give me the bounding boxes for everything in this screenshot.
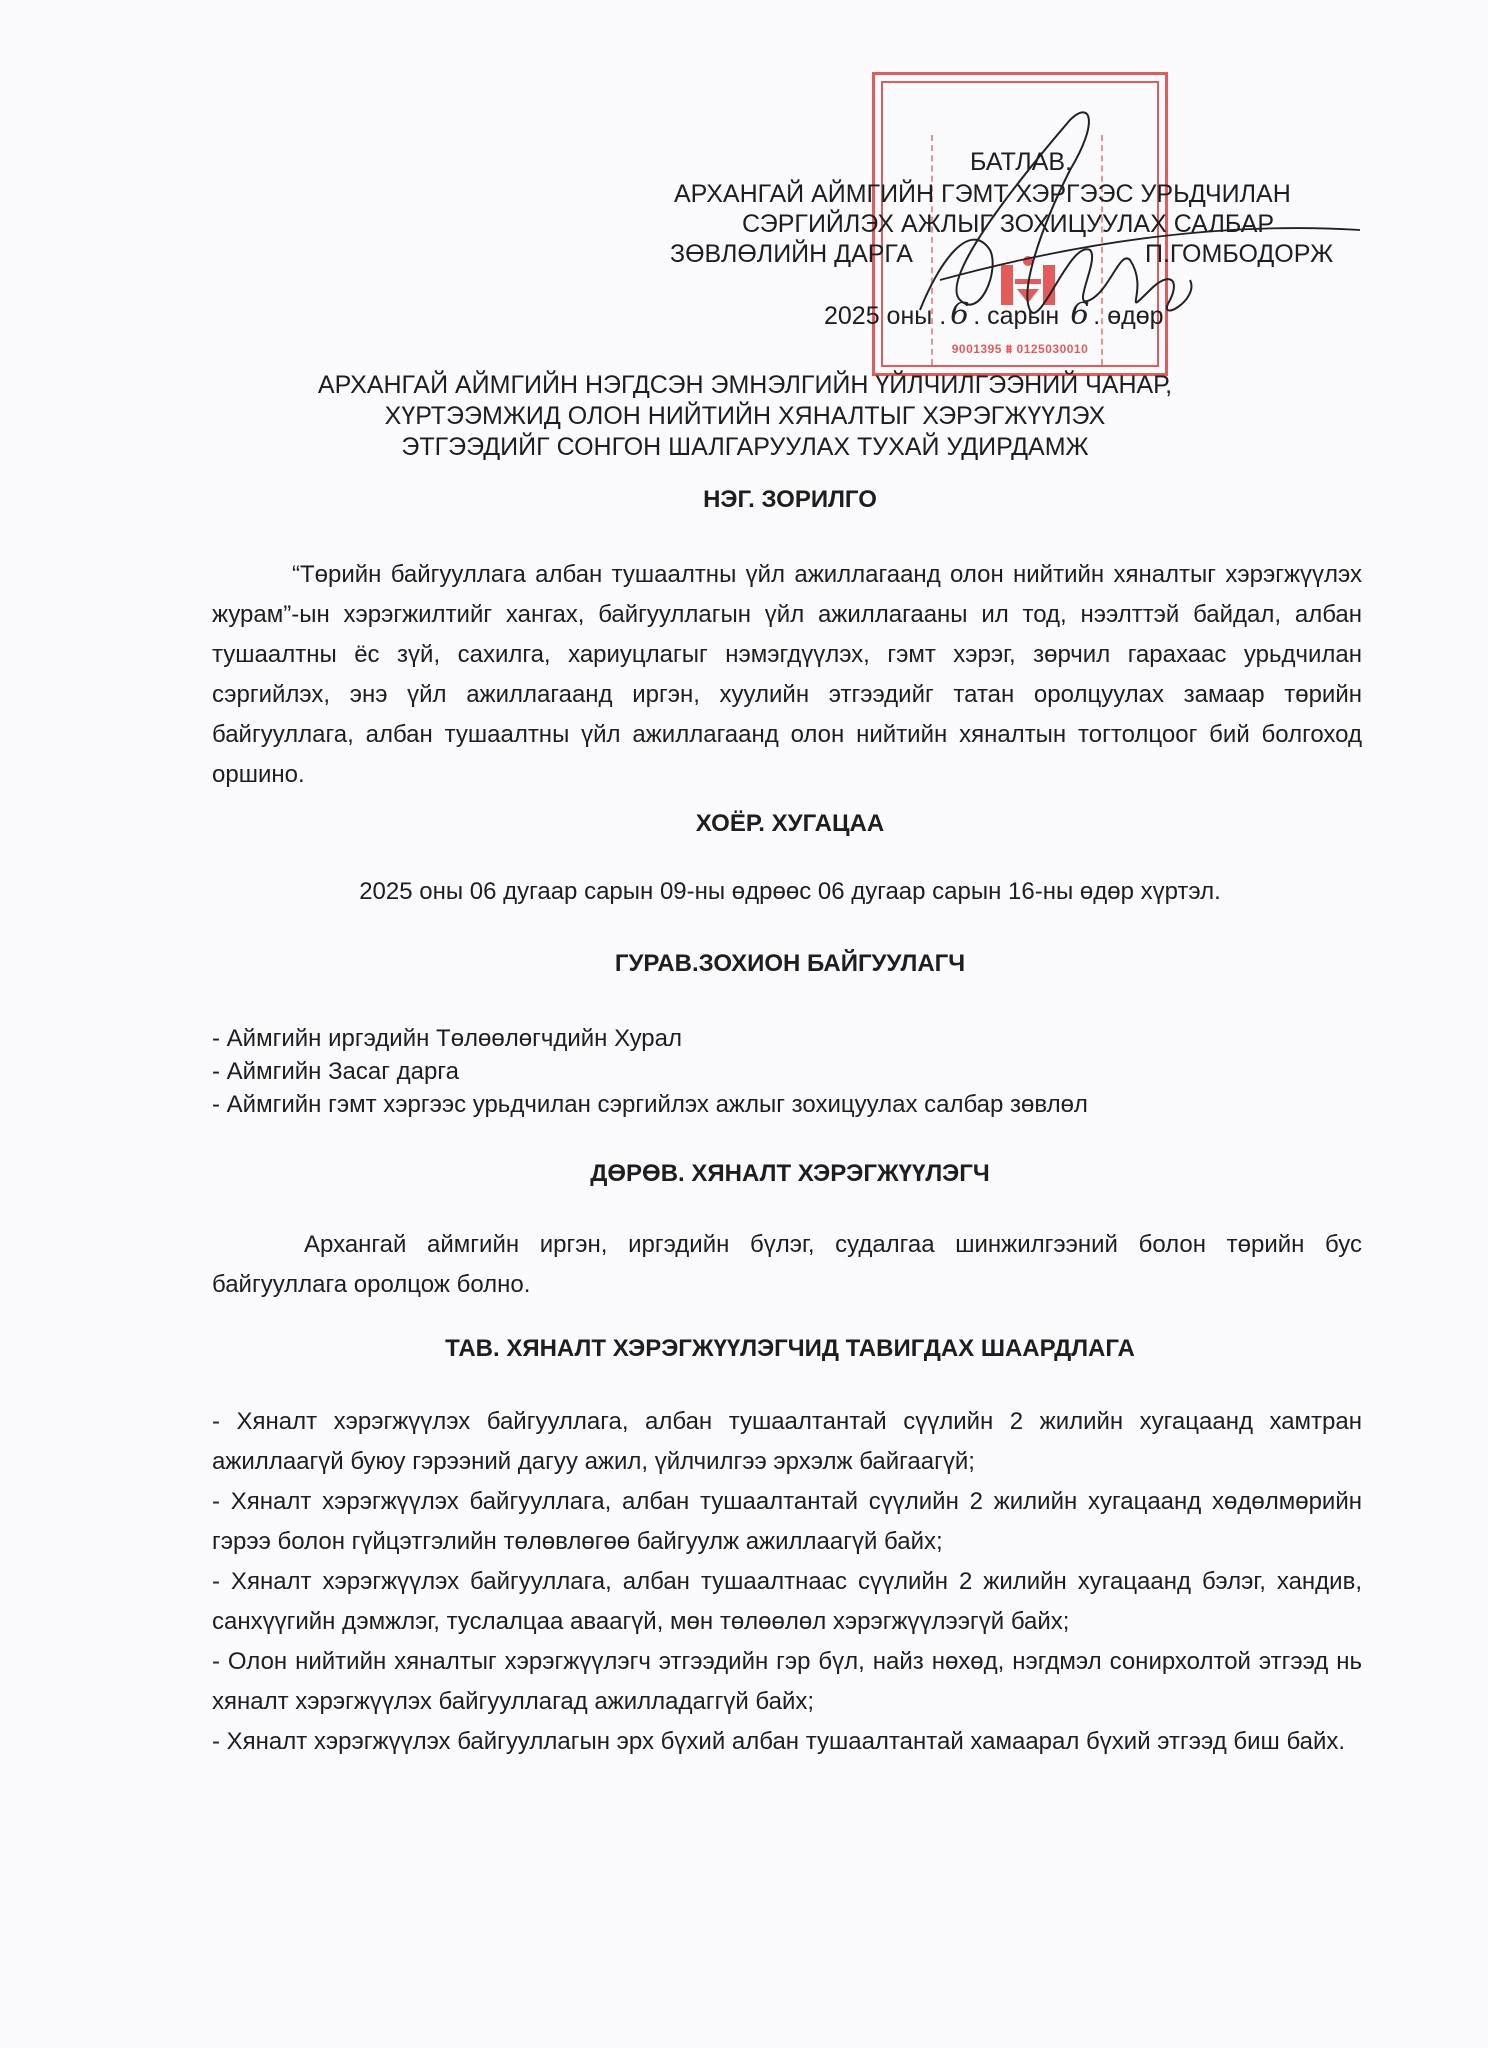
requirement-item: - Хяналт хэрэгжүүлэх байгууллагын эрх бүхий албан тушаалтантай хамаарал бүхий этгээд биш байх. (212, 1728, 1346, 1755)
requirement-item: - Хяналт хэрэгжүүлэх байгууллага, албан тушаалтантай сүүлийн 2 жилийн хугацаанд хөдөлмөрийн гэрээ болон гүйцэтгэлийн төлөвлөгөө байгуулж ажиллаагүй байх; (212, 1488, 1362, 1555)
date-day-label: өдөр (1107, 302, 1164, 330)
section-organizer-heading: ГУРАВ.ЗОХИОН БАЙГУУЛАГЧ (614, 950, 966, 977)
date-month-handwritten: 6 (950, 297, 970, 332)
approval-date: 2025 оны . 6 . сарын 6 . өдөр (824, 297, 1164, 332)
title-line-2: ХҮРТЭЭМЖИД ОЛОН НИЙТИЙН ХЯНАЛТЫГ ХЭРЭГЖҮҮЛЭХ (384, 402, 1106, 430)
requirement-item: - Олон нийтийн хяналтыг хэрэгжүүлэгч этгээдийн гэр бүл, найз нөхөд, нэгдмэл сонирхолтой этгээд нь хяналт хэрэгжүүлэх байгууллагад ажилладаггүй байх; (212, 1648, 1362, 1715)
section-goal-text: “Төрийн байгууллага албан тушаалтны үйл ажиллагаанд олон нийтийн хяналтыг хэрэгжүүлэх журам”-ын хэрэгжилтийг хангах, байгууллагын үйл ажиллагааны ил тод, нээлттэй байдал, албан тушаалтны ёс зүй, сахилга, хариуцлагыг нэмэгдүүлэх, гэмт хэрэг, зөрчил гарахаас урьдчилан сэргийлэх, энэ үйл ажиллагаанд иргэн, хуулийн этгээдийг татан оролцуулах замаар төрийн байгууллага, албан тушаалтны үйл ажиллагаанд олон нийтийн хяналтын тогтолцоог бий болгоход оршино. (212, 561, 1362, 788)
organizer-item: - Аймгийн Засаг дарга (212, 1058, 459, 1085)
stamp-registration-number: 9001395 ⩩ 0125030010 (951, 342, 1089, 356)
section-monitor-heading: ДӨРӨВ. ХЯНАЛТ ХЭРЭГЖҮҮЛЭГЧ (590, 1160, 990, 1187)
organizer-item: - Аймгийн иргэдийн Төлөөлөгчдийн Хурал (212, 1025, 682, 1052)
date-day-handwritten: 6 (1070, 297, 1090, 332)
organizer-item: - Аймгийн гэмт хэргээс урьдчилан сэргийлэх ажлыг зохицуулах салбар зөвлөл (212, 1091, 1088, 1118)
requirements-list (212, 1402, 1362, 1762)
approver-title-line-1: АРХАНГАЙ АЙМГИЙН ГЭМТ ХЭРГЭЭС УРЬДЧИЛАН (674, 180, 1291, 208)
organizer-list (212, 1022, 1372, 1121)
title-line-3: ЭТГЭЭДИЙГ СОНГОН ШАЛГАРУУЛАХ ТУХАЙ УДИРДАМЖ (401, 433, 1089, 461)
requirement-item: - Хяналт хэрэгжүүлэх байгууллага, албан тушаалтнаас сүүлийн 2 жилийн хугацаанд бэлэг, хандив, санхүүгийн дэмжлэг, туслалцаа аваагүй, мөн төлөөлөл хэрэгжүүлээгүй байх; (212, 1568, 1362, 1635)
section-monitor-text: Архангай аймгийн иргэн, иргэдийн бүлэг, судалгаа шинжилгээний болон төрийн бус байгууллага оролцож болно. (212, 1231, 1362, 1298)
document-title (230, 370, 1260, 463)
requirement-item: - Хяналт хэрэгжүүлэх байгууллага, албан тушаалтантай сүүлийн 2 жилийн хугацаанд хамтран ажиллаагүй буюу гэрээний дагуу ажил, үйлчилгээ эрхэлж байгаагүй; (212, 1408, 1362, 1475)
approved-label: БАТЛАВ. (970, 148, 1073, 176)
section-period-heading: ХОЁР. ХУГАЦАА (695, 810, 885, 837)
date-year: 2025 оны (824, 302, 933, 330)
section-requirements-heading: ТАВ. ХЯНАЛТ ХЭРЭГЖҮҮЛЭГЧИД ТАВИГДАХ ШААРДЛАГА (445, 1335, 1135, 1362)
signer-name: П.ГОМБОДОРЖ (1145, 240, 1334, 268)
section-goal-heading: НЭГ. ЗОРИЛГО (703, 486, 877, 513)
approver-title-line-3: ЗӨВЛӨЛИЙН ДАРГА (670, 240, 913, 268)
title-line-1: АРХАНГАЙ АЙМГИЙН НЭГДСЭН ЭМНЭЛГИЙН ҮЙЛЧИЛГЭЭНИЙ ЧАНАР, (317, 371, 1173, 399)
section-period-text: 2025 оны 06 дугаар сарын 09-ны өдрөөс 06 дугаар сарын 16-ны өдөр хүртэл. (359, 878, 1221, 905)
approver-title-line-2: СЭРГИЙЛЭХ АЖЛЫГ ЗОХИЦУУЛАХ САЛБАР (742, 210, 1275, 238)
date-month-label: сарын (987, 302, 1060, 330)
